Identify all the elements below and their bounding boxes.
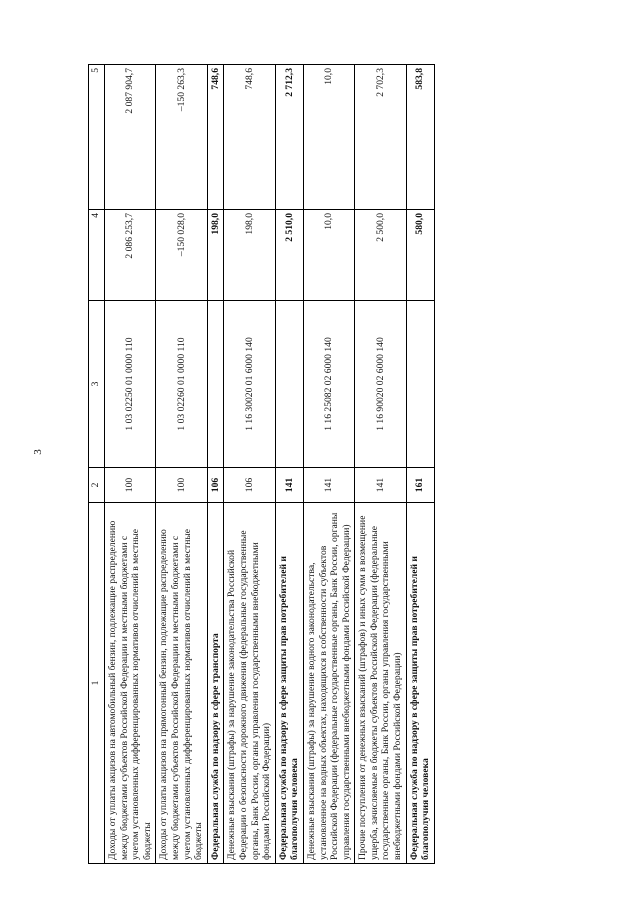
row-admin-code: 161 bbox=[406, 468, 434, 503]
table-row bbox=[156, 65, 207, 864]
row-fact-value: 748,6 bbox=[207, 65, 224, 210]
table-container bbox=[88, 64, 562, 864]
page-number: 3 bbox=[32, 449, 44, 455]
header-col-1: 1 bbox=[89, 503, 105, 864]
row-fact-value: 2 702,3 bbox=[355, 65, 406, 210]
row-budget-code: 1 16 90020 02 6000 140 bbox=[355, 301, 406, 468]
header-col-2: 2 bbox=[89, 468, 105, 503]
row-budget-code bbox=[275, 301, 303, 468]
row-budget-code: 1 16 25082 02 6000 140 bbox=[303, 301, 354, 468]
row-budget-code bbox=[207, 301, 224, 468]
row-budget-code: 1 03 02250 01 0000 110 bbox=[105, 301, 156, 468]
table-row bbox=[275, 65, 303, 864]
row-plan-value: 198,0 bbox=[207, 210, 224, 301]
table-row bbox=[355, 65, 406, 864]
table-row bbox=[207, 65, 224, 864]
row-name: Прочие поступления от денежных взысканий (штрафов) и иных сумм в возмещение ущерба, зачисляемые в бюджеты субъектов Российской Федерации (федеральные государственные органы, Банк России, органы управления государственными внебюджетными фондами Российской Федерации) bbox=[355, 503, 406, 864]
table-row bbox=[406, 65, 434, 864]
row-plan-value: 2 086 253,7 bbox=[105, 210, 156, 301]
header-row bbox=[89, 65, 105, 864]
row-name: Федеральная служба по надзору в сфере защиты прав потребителей и благополучия человека bbox=[275, 503, 303, 864]
row-plan-value: 2 510,0 bbox=[275, 210, 303, 301]
table-row bbox=[303, 65, 354, 864]
landscape-layout bbox=[88, 64, 562, 864]
row-plan-value: –150 028,0 bbox=[156, 210, 207, 301]
revenue-table bbox=[88, 64, 435, 864]
row-plan-value: 198,0 bbox=[224, 210, 275, 301]
row-budget-code: 1 16 30020 01 6000 140 bbox=[224, 301, 275, 468]
header-col-5: 5 bbox=[89, 65, 105, 210]
row-budget-code bbox=[406, 301, 434, 468]
header-col-3: 3 bbox=[89, 301, 105, 468]
row-plan-value: 2 500,0 bbox=[355, 210, 406, 301]
row-name: Денежные взыскания (штрафы) за нарушение водного законодательства, установленное на водных объектах, находящихся в собственности субъектов Российской Федерации (федеральные государственные органы, Банк России, органы управления государственными внебюджетными фондами Российской Федерации) bbox=[303, 503, 354, 864]
row-admin-code: 100 bbox=[105, 468, 156, 503]
row-name: Федеральная служба по надзору в сфере транспорта bbox=[207, 503, 224, 864]
row-budget-code: 1 03 02260 01 0000 110 bbox=[156, 301, 207, 468]
header-col-4: 4 bbox=[89, 210, 105, 301]
row-name: Доходы от уплаты акцизов на автомобильный бензин, подлежащие распределению между бюджетами субъектов Российской Федерации и местными бюджетами с учетом установленных дифференцированных нормативов отчислений в местные бюджеты bbox=[105, 503, 156, 864]
row-admin-code: 106 bbox=[224, 468, 275, 503]
row-fact-value: 748,6 bbox=[224, 65, 275, 210]
row-name: Федеральная служба по надзору в сфере защиты прав потребителей и благополучия человека bbox=[406, 503, 434, 864]
row-fact-value: 2 087 904,7 bbox=[105, 65, 156, 210]
row-admin-code: 141 bbox=[303, 468, 354, 503]
row-admin-code: 141 bbox=[355, 468, 406, 503]
row-fact-value: 10,0 bbox=[303, 65, 354, 210]
row-plan-value: 580,0 bbox=[406, 210, 434, 301]
row-fact-value: 583,8 bbox=[406, 65, 434, 210]
row-admin-code: 106 bbox=[207, 468, 224, 503]
row-name: Доходы от уплаты акцизов на прямогонный бензин, подлежащие распределению между бюджетами субъектов Российской Федерации и местными бюджетами с учетом установленных дифференцированных нормативов отчислений в местные бюджеты bbox=[156, 503, 207, 864]
table-row bbox=[224, 65, 275, 864]
row-admin-code: 141 bbox=[275, 468, 303, 503]
row-fact-value: –150 263,3 bbox=[156, 65, 207, 210]
row-name: Денежные взыскания (штрафы) за нарушение законодательства Российской Федерации о безопасности дорожного движения (федеральные государственные органы, Банк России, органы управления государственными внебюджетными фондами Российской Федерации) bbox=[224, 503, 275, 864]
row-plan-value: 10,0 bbox=[303, 210, 354, 301]
table-row bbox=[105, 65, 156, 864]
row-fact-value: 2 712,3 bbox=[275, 65, 303, 210]
row-admin-code: 100 bbox=[156, 468, 207, 503]
